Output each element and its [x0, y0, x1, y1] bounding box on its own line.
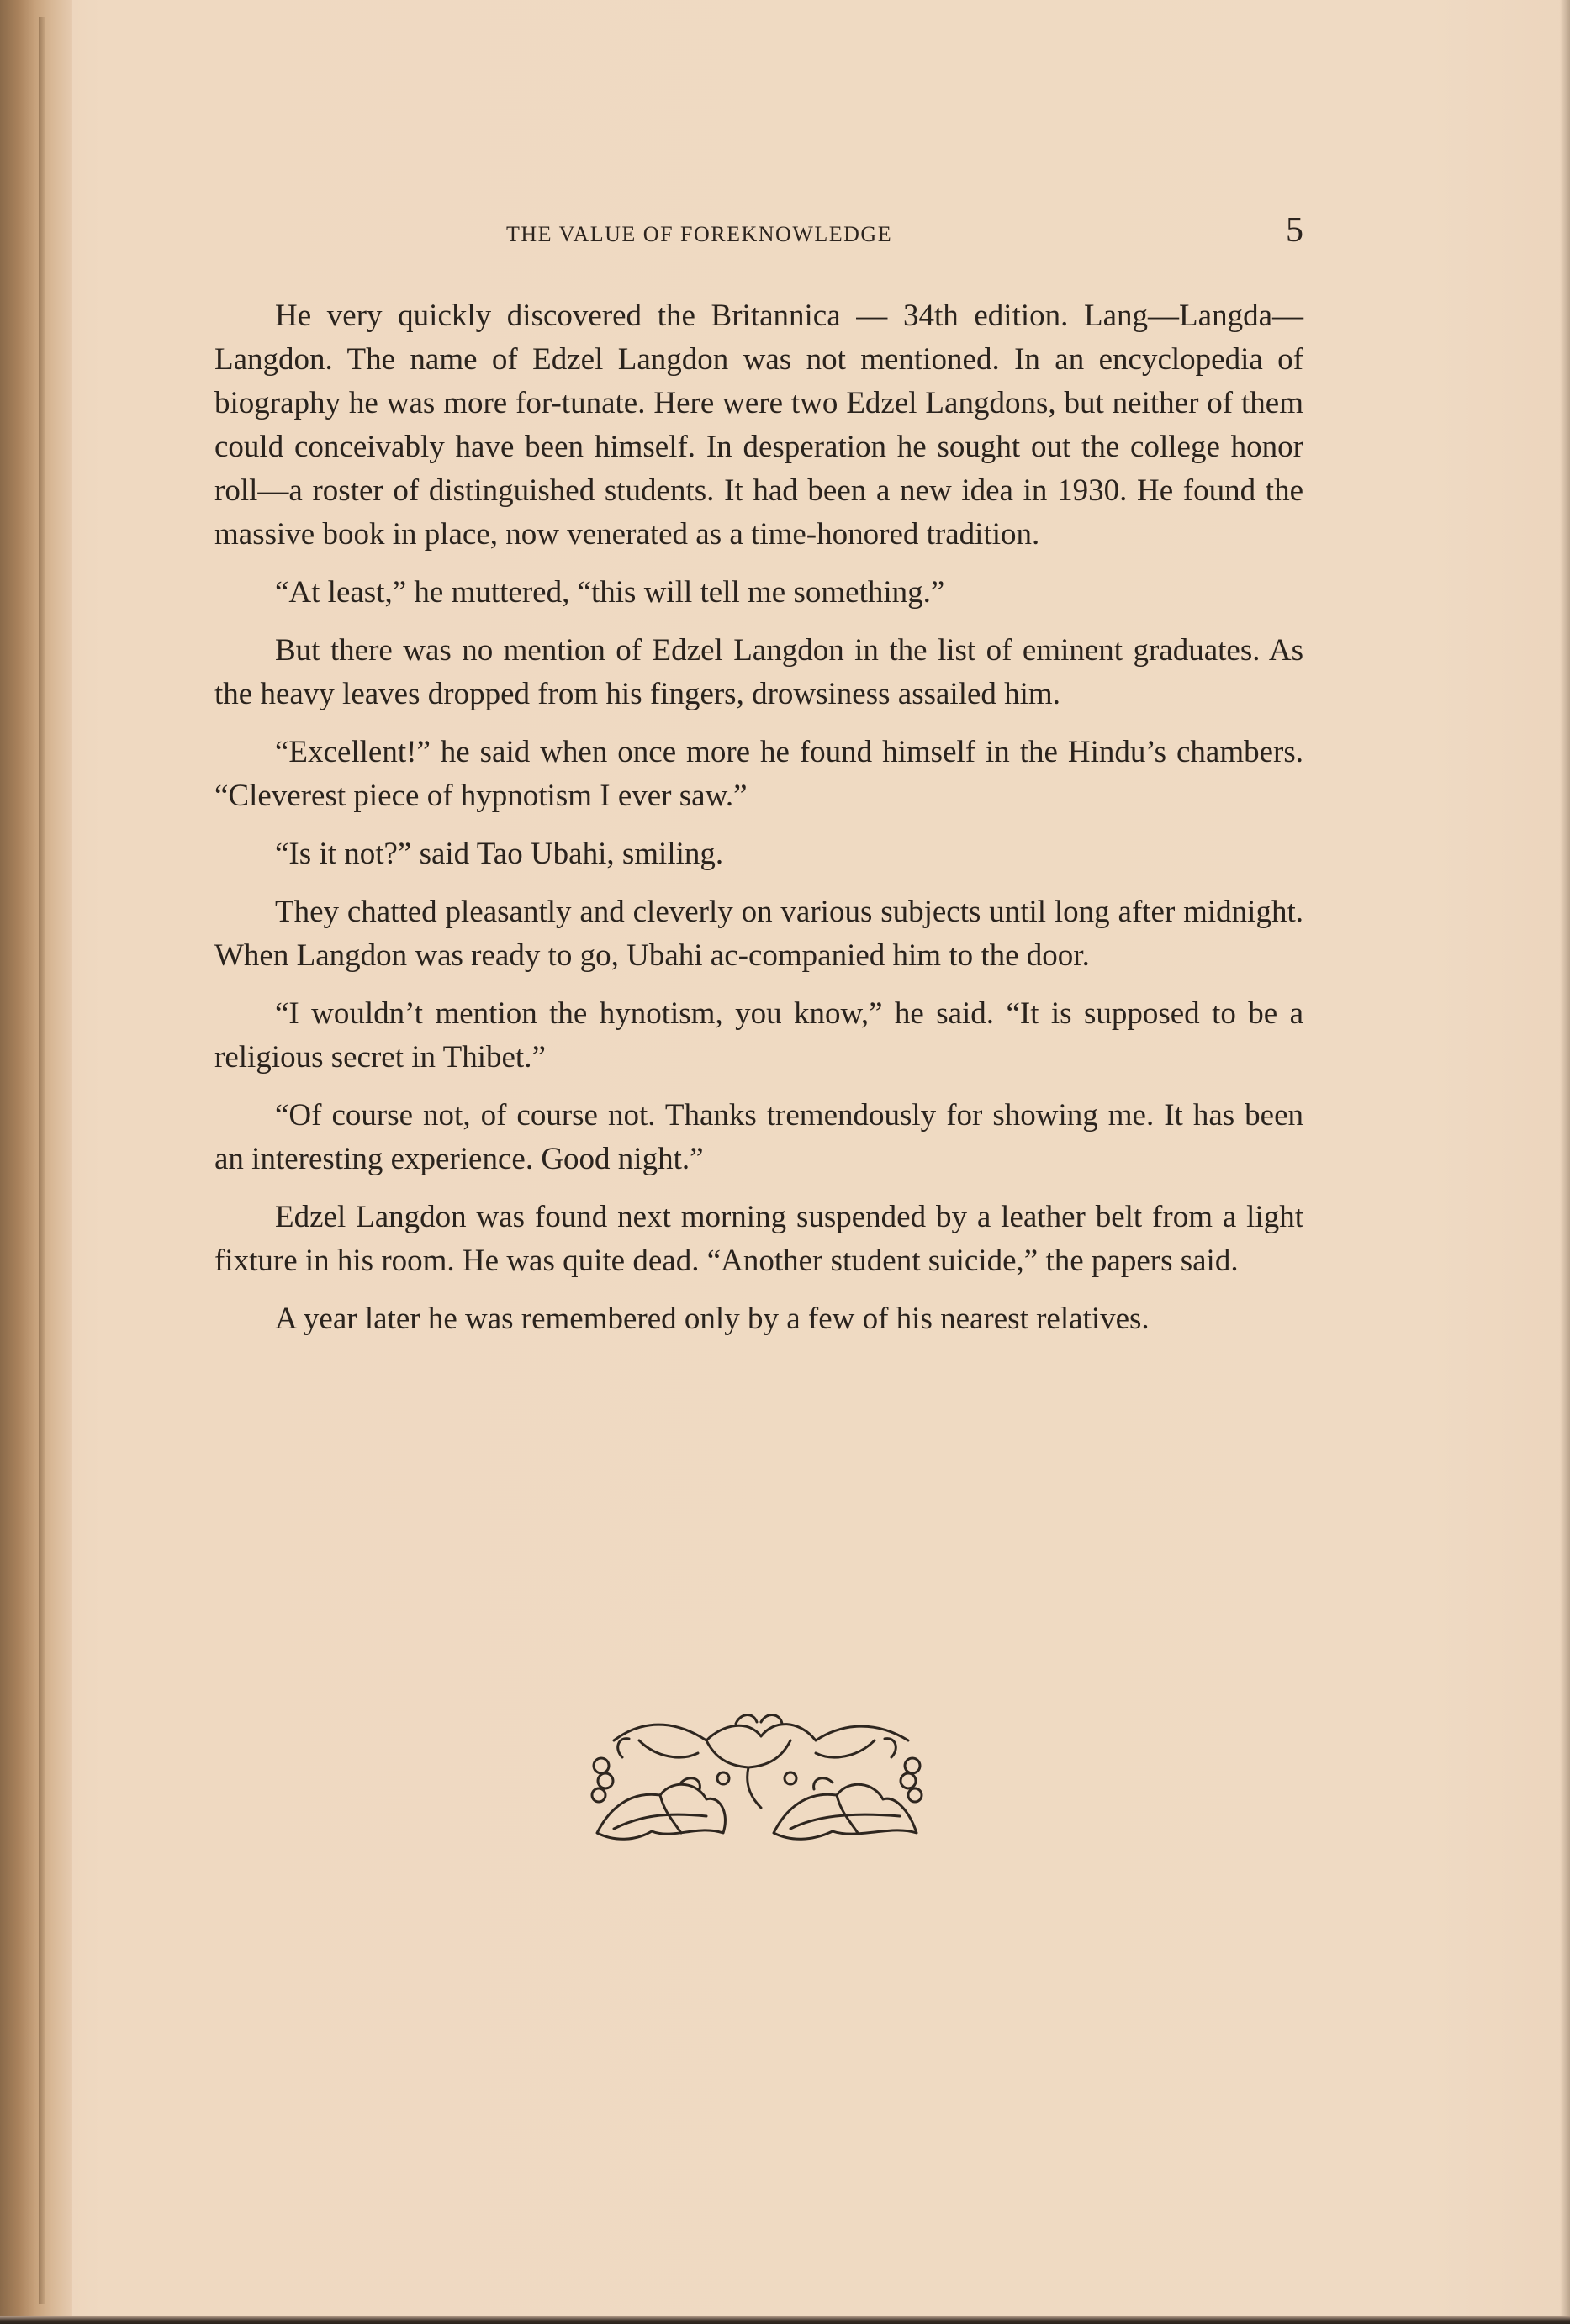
paragraph-8: “Of course not, of course not. Thanks tremendously for showing me. It has been an interesting experience. Good night.”: [214, 1098, 1303, 1176]
paragraph-5: “Is it not?” said Tao Ubahi, smiling.: [275, 837, 724, 871]
paragraph-1: He very quickly discovered the Britannica — 34th edition. Lang—Langda—Langdon. The name of Edzel Langdon was not mentioned. In an encyclopedia of biography he was more for-tunate. Here were two Edzel Langdons, but neither of them could conceivably have been himself. In desperation he sought out the college honor roll—a roster of distinguished students. It had been a new idea in 1930. He found the massive book in place, now venerated as a time-honored tradition.: [214, 298, 1303, 552]
paragraph-7: “I wouldn’t mention the hynotism, you know,” he said. “It is supposed to be a religious secret in Thibet.”: [214, 996, 1303, 1075]
paragraph-4: “Excellent!” he said when once more he found himself in the Hindu’s chambers. “Cleverest piece of hypnotism I ever saw.”: [214, 735, 1303, 813]
paragraph-2: “At least,” he muttered, “this will tell me something.”: [275, 575, 945, 610]
page-number: 5: [1286, 211, 1303, 250]
floral-vine-ornament-icon: [580, 1707, 933, 1841]
paragraph-6: They chatted pleasantly and cleverly on various subjects until long after midnight. When Langdon was ready to go, Ubahi ac-companied him to the door.: [214, 895, 1303, 973]
paragraph-9: Edzel Langdon was found next morning suspended by a leather belt from a light fixture in his room. He was quite dead. “Another student suicide,” the papers said.: [214, 1200, 1303, 1278]
page-header: [212, 210, 1303, 261]
page-bottom-edge: [0, 2316, 1570, 2324]
body-text: [214, 294, 1303, 1355]
page-right-edge: [1560, 0, 1570, 2324]
book-spine: [0, 0, 72, 2324]
running-title: THE VALUE OF FOREKNOWLEDGE: [506, 222, 893, 246]
paragraph-3: But there was no mention of Edzel Langdon in the list of eminent graduates. As the heavy leaves dropped from his fingers, drowsiness assailed him.: [214, 633, 1303, 711]
paragraph-10: A year later he was remembered only by a few of his nearest relatives.: [275, 1302, 1150, 1336]
spine-shadow: [39, 17, 45, 2304]
